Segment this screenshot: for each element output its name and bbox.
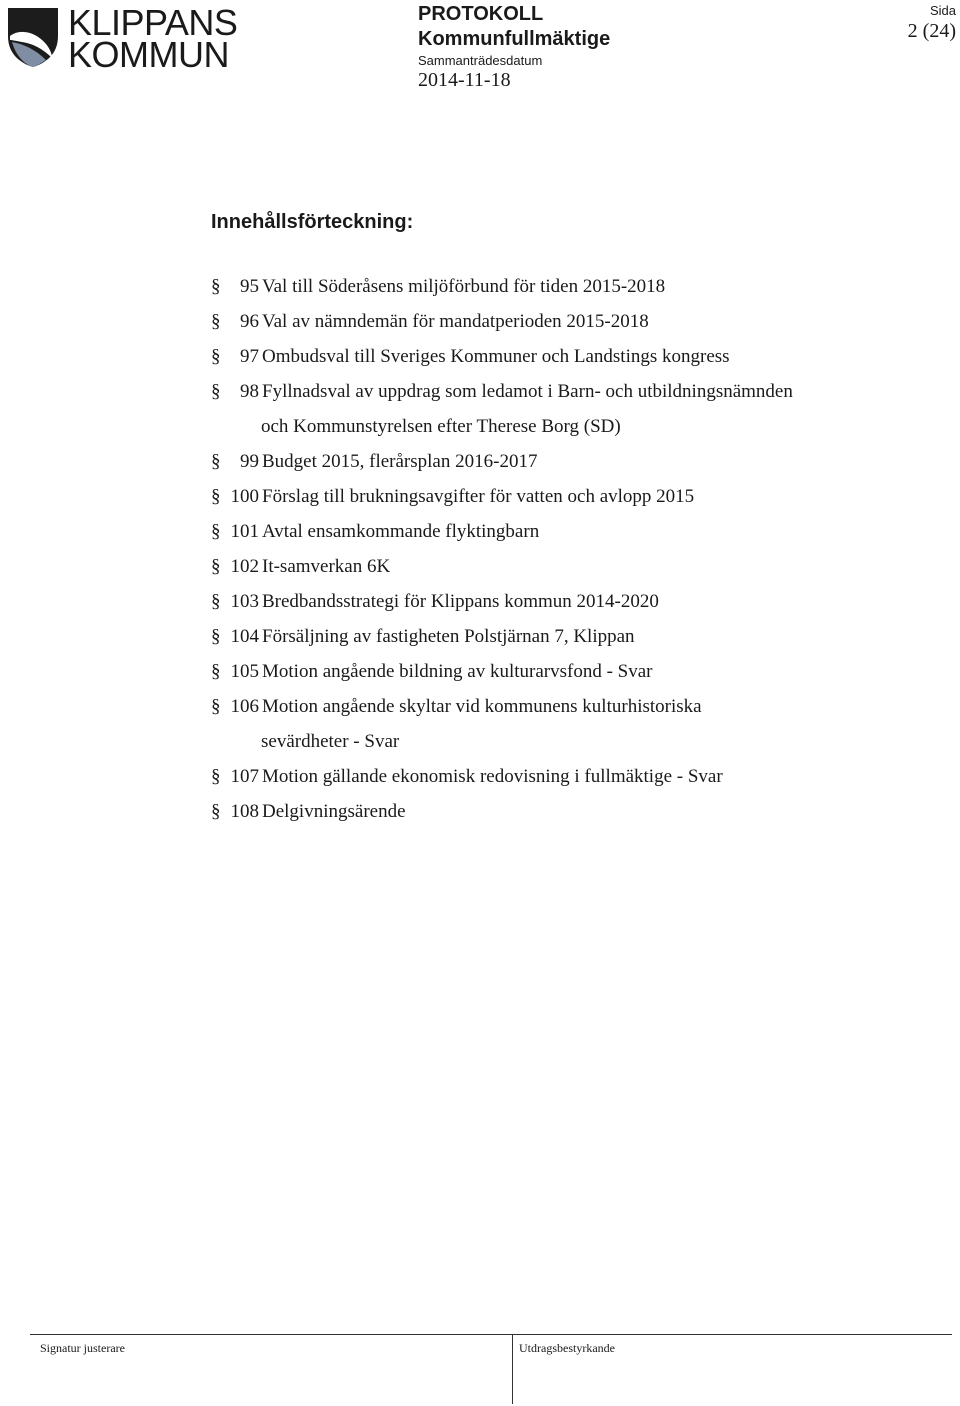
section-symbol: § xyxy=(211,661,221,682)
document-type: PROTOKOLL xyxy=(418,3,544,25)
table-of-contents xyxy=(211,269,931,829)
toc-item xyxy=(211,339,931,374)
meeting-date: 2014-11-18 xyxy=(418,69,511,91)
toc-item-number: 101 xyxy=(230,521,259,542)
toc-item xyxy=(211,584,931,619)
toc-item-number: 102 xyxy=(230,556,259,577)
toc-item-number: 105 xyxy=(230,661,259,682)
toc-item-title-continuation: och Kommunstyrelsen efter Therese Borg (SD) xyxy=(261,416,621,437)
municipality-logo xyxy=(6,2,238,75)
toc-item xyxy=(211,549,931,584)
toc-item xyxy=(211,514,931,549)
toc-item xyxy=(211,444,931,479)
section-symbol: § xyxy=(211,591,221,612)
section-symbol: § xyxy=(211,521,221,542)
toc-item-title: Försäljning av fastigheten Polstjärnan 7, Klippan xyxy=(262,626,635,647)
section-symbol: § xyxy=(211,766,221,787)
page-number: 2 (24) xyxy=(907,20,956,42)
toc-item-title: Ombudsval till Sveriges Kommuner och Landstings kongress xyxy=(262,346,730,367)
toc-item-number: 103 xyxy=(230,591,259,612)
toc-item-number: 100 xyxy=(230,486,259,507)
toc-item-title: Val av nämndemän för mandatperioden 2015-2018 xyxy=(262,311,649,332)
toc-item-number: 107 xyxy=(230,766,259,787)
section-symbol: § xyxy=(211,451,221,472)
footer-rule xyxy=(30,1334,952,1335)
section-symbol: § xyxy=(211,626,221,647)
toc-item xyxy=(211,794,931,829)
logo-text-line1: KLIPPANS xyxy=(68,2,238,43)
certification-label: Utdragsbestyrkande xyxy=(519,1341,615,1355)
toc-item-number: 108 xyxy=(230,801,259,822)
toc-item-number: 95 xyxy=(240,276,259,297)
toc-item-number: 96 xyxy=(240,311,259,332)
signature-label: Signatur justerare xyxy=(40,1341,125,1355)
toc-item-title-continuation: sevärdheter - Svar xyxy=(261,731,400,752)
toc-title: Innehållsförteckning: xyxy=(211,211,414,233)
toc-item-number: 97 xyxy=(240,346,259,367)
toc-item-title: Val till Söderåsens miljöförbund för tiden 2015-2018 xyxy=(262,276,666,297)
toc-item-title: Motion angående skyltar vid kommunens kulturhistoriska xyxy=(262,696,702,717)
toc-item-title: Motion angående bildning av kulturarvsfond - Svar xyxy=(262,661,653,682)
section-symbol: § xyxy=(211,486,221,507)
klippan-coat-of-arms-icon xyxy=(6,6,62,68)
toc-item-title: Fyllnadsval av uppdrag som ledamot i Barn- och utbildningsnämnden xyxy=(262,381,793,402)
toc-item xyxy=(211,759,931,794)
toc-item-title: Delgivningsärende xyxy=(262,801,406,822)
toc-item xyxy=(211,304,931,339)
section-symbol: § xyxy=(211,556,221,577)
page-label: Sida xyxy=(929,3,956,18)
toc-item xyxy=(211,374,931,409)
toc-item-title: Förslag till brukningsavgifter för vatten och avlopp 2015 xyxy=(262,486,695,507)
section-symbol: § xyxy=(211,381,221,402)
toc-item xyxy=(211,689,931,724)
toc-item-title: Bredbandsstrategi för Klippans kommun 2014-2020 xyxy=(262,591,659,612)
section-symbol: § xyxy=(211,696,221,717)
section-symbol: § xyxy=(211,276,221,297)
toc-item-title: It-samverkan 6K xyxy=(262,556,391,577)
toc-item-number: 106 xyxy=(230,696,259,717)
toc-item-number: 99 xyxy=(240,451,259,472)
toc-item-number: 98 xyxy=(240,381,259,402)
footer-divider xyxy=(512,1334,513,1404)
meeting-date-label: Sammanträdesdatum xyxy=(418,53,543,68)
toc-item xyxy=(211,479,931,514)
toc-item-title: Avtal ensamkommande flyktingbarn xyxy=(262,521,540,542)
governing-body: Kommunfullmäktige xyxy=(418,28,611,50)
toc-item-title: Budget 2015, flerårsplan 2016-2017 xyxy=(262,451,538,472)
toc-item xyxy=(211,654,931,689)
section-symbol: § xyxy=(211,311,221,332)
toc-item xyxy=(211,269,931,304)
section-symbol: § xyxy=(211,801,221,822)
section-symbol: § xyxy=(211,346,221,367)
toc-item-number: 104 xyxy=(230,626,259,647)
toc-item xyxy=(211,619,931,654)
logo-text-line2: KOMMUN xyxy=(68,34,229,75)
toc-item-title: Motion gällande ekonomisk redovisning i fullmäktige - Svar xyxy=(262,766,723,787)
